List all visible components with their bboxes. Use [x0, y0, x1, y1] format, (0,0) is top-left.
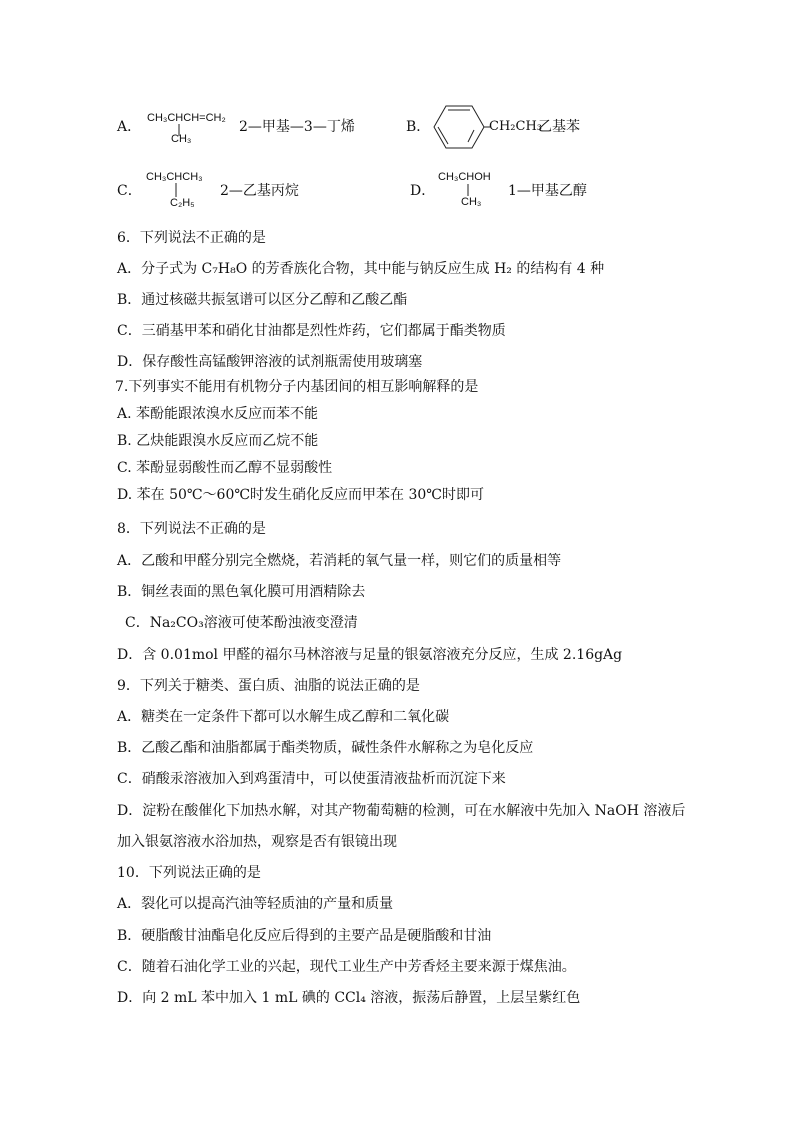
q7-option-b: B. 乙炔能跟溴水反应而乙烷不能: [117, 433, 319, 449]
q8-option-c: C．Na₂CO₃溶液可使苯酚浊液变澄清: [125, 615, 358, 631]
option-b-substituent: CH₂CH₃: [489, 119, 542, 134]
q7-stem: 7.下列事实不能用有机物分子内基团间的相互影响解释的是: [115, 379, 479, 395]
q9-option-a: A．糖类在一定条件下都可以水解生成乙醇和二氧化碳: [117, 709, 450, 725]
q8-option-d: D．含 0.01mol 甲醛的福尔马林溶液与足量的银氨溶液充分反应，生成 2.16gAg: [117, 647, 623, 663]
q10-option-c: C．随着石油化学工业的兴起，现代工业生产中芳香烃主要来源于煤焦油。: [117, 959, 576, 975]
q10-stem: 10．下列说法正确的是: [117, 865, 261, 881]
q9-option-c: C．硝酸汞溶液加入到鸡蛋清中，可以使蛋清液盐析而沉淀下来: [117, 771, 506, 787]
q9-option-b: B．乙酸乙酯和油脂都属于酯类物质，碱性条件水解称之为皂化反应: [117, 740, 534, 756]
q6-option-a: A．分子式为 C₇H₈O 的芳香族化合物，其中能与钠反应生成 H₂ 的结构有 4 种: [117, 261, 605, 277]
q6-option-c: C．三硝基甲苯和硝化甘油都是烈性炸药，它们都属于酯类物质: [117, 323, 506, 339]
option-c-branch: C₂H₅: [170, 197, 195, 209]
option-d-name: 1—甲基乙醇: [508, 183, 587, 199]
q8-stem: 8．下列说法不正确的是: [117, 521, 266, 537]
q8-option-a: A．乙酸和甲醛分别完全燃烧，若消耗的氧气量一样，则它们的质量相等: [117, 553, 562, 569]
option-d-label: D．: [410, 183, 436, 199]
q9-option-d-line2: 加入银氨溶液水浴加热，观察是否有银镜出现: [117, 834, 397, 850]
q6-option-b: B．通过核磁共振氢谱可以区分乙醇和乙酸乙酯: [117, 292, 408, 308]
q7-option-a: A. 苯酚能跟浓溴水反应而苯不能: [117, 406, 319, 422]
option-d-branch: CH₃: [461, 196, 482, 208]
option-d-main-chain: CH₃CHOH: [438, 171, 491, 183]
q10-option-d: D．向 2 mL 苯中加入 1 mL 碘的 CCl₄ 溶液，振荡后静置，上层呈紫红色: [117, 990, 581, 1006]
q10-option-b: B．硬脂酸甘油酯皂化反应后得到的主要产品是硬脂酸和甘油: [117, 928, 492, 944]
q8-option-b: B．铜丝表面的黑色氧化膜可用酒精除去: [117, 584, 366, 600]
q7-option-c: C. 苯酚显弱酸性而乙醇不显弱酸性: [117, 460, 333, 476]
option-a-main-chain: CH₃CHCH=CH₂: [147, 112, 226, 124]
option-b-label: B．: [406, 119, 431, 135]
option-a-name: 2—甲基—3—丁烯: [239, 119, 355, 135]
option-a-branch: CH₃: [171, 133, 192, 145]
q9-option-d-line1: D．淀粉在酸催化下加热水解，对其产物葡萄糖的检测，可在水解液中先加入 NaOH 溶液后: [117, 803, 686, 819]
q10-option-a: A．裂化可以提高汽油等轻质油的产量和质量: [117, 896, 394, 912]
option-c-label: C．: [117, 183, 142, 199]
option-c-main-chain: CH₃CHCH₃: [146, 171, 203, 183]
benzene-ring-icon: [434, 105, 484, 149]
q6-stem: 6．下列说法不正确的是: [117, 230, 266, 246]
option-b-name: 乙基苯: [538, 119, 580, 135]
option-c-name: 2—乙基丙烷: [220, 183, 299, 199]
q7-option-d: D. 苯在 50℃～60℃时发生硝化反应而甲苯在 30℃时即可: [117, 487, 484, 503]
q6-option-d: D．保存酸性高锰酸钾溶液的试剂瓶需使用玻璃塞: [117, 354, 423, 370]
q9-stem: 9．下列关于糖类、蛋白质、油脂的说法正确的是: [117, 678, 420, 694]
option-a-label: A．: [117, 119, 142, 135]
